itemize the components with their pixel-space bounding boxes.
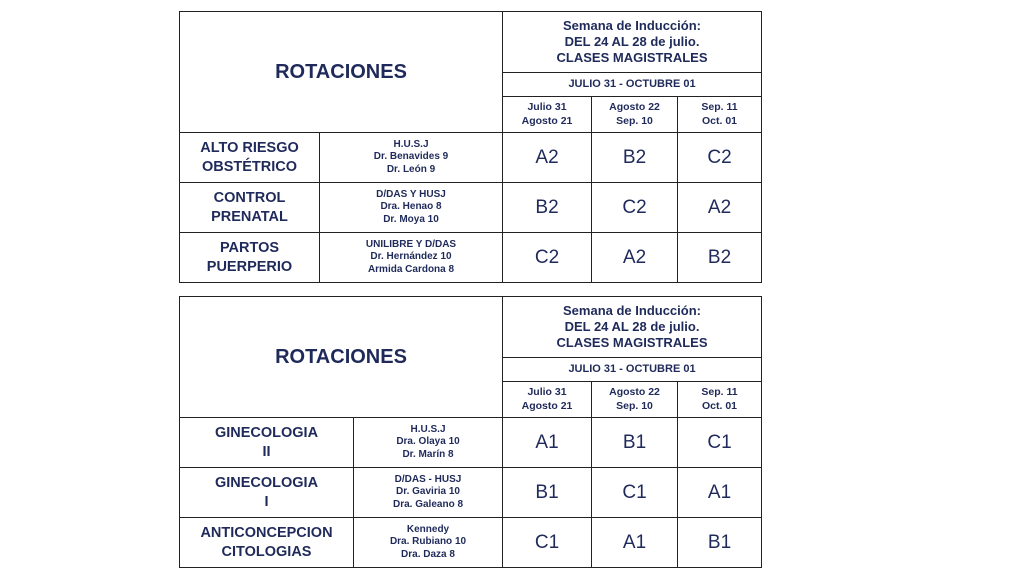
rotation-label-line: I [264,493,269,510]
rotation-label [180,518,354,568]
site-line: H.U.S.J [410,423,446,435]
group-cell: B2 [592,133,678,183]
table-title-cell [180,12,503,133]
site-cell [320,233,503,283]
site-line: Armida Cardona 8 [367,263,455,275]
rotation-label [180,468,354,518]
rotation-label-line: CONTROL [213,190,286,207]
column-header-line: Sep. 10 [616,114,653,127]
site-line: Dra. Daza 8 [401,548,455,560]
rotation-label-line: OBSTÉTRICO [201,158,298,175]
site-line: Dr. Marín 8 [402,448,454,460]
rotation-label-line: PUERPERIO [206,258,293,275]
site-line: H.U.S.J [393,138,429,150]
group-cell: A1 [592,518,678,568]
site-cell [320,183,503,233]
site-cell [354,418,503,468]
rotations-table-2 [179,296,762,568]
column-header-line: Sep. 10 [616,399,653,412]
group-cell: A2 [503,133,592,183]
period-header: JULIO 31 - OCTUBRE 01 [503,358,762,382]
group-cell: C1 [592,468,678,518]
column-header-line: Oct. 01 [702,399,738,412]
rotation-label-line: PARTOS [219,240,280,257]
column-header-line: Sep. 11 [701,101,738,114]
site-line: Dra. Olaya 10 [396,436,460,448]
site-line: Dr. Hernández 10 [370,251,452,263]
induction-week-cell [503,297,762,358]
induction-line: Semana de Inducción: [563,17,701,33]
group-cell: A1 [678,468,762,518]
group-cell: B2 [678,233,762,283]
rotation-label-line: II [262,443,271,460]
group-cell: C2 [592,183,678,233]
rotation-label [180,183,320,233]
column-header-line: Agosto 22 [609,101,660,114]
column-header [503,382,592,418]
induction-line: DEL 24 AL 28 de julio. [564,33,700,49]
group-cell: A1 [503,418,592,468]
site-line: Kennedy [406,523,450,535]
column-header-line: Oct. 01 [702,114,738,127]
group-cell: B1 [503,468,592,518]
rotation-label [180,418,354,468]
column-header [592,97,678,133]
table-title: ROTACIONES [275,60,407,83]
column-header-line: Sep. 11 [701,386,738,399]
table-title-cell [180,297,503,418]
site-cell [354,468,503,518]
rotation-label-line: ALTO RIESGO [200,140,299,157]
site-line: Dr. Benavides 9 [373,151,449,163]
rotation-label-line: GINECOLOGIA [214,425,319,442]
group-cell: A2 [678,183,762,233]
column-header [678,97,762,133]
column-header-line: Julio 31 [527,386,567,399]
table-row [180,418,762,468]
group-cell: C2 [503,233,592,283]
rotation-label-line: PRENATAL [211,208,288,225]
site-line: UNILIBRE Y D/DAS [365,238,457,250]
column-header-line: Agosto 22 [609,386,660,399]
induction-line: DEL 24 AL 28 de julio. [564,318,700,334]
group-cell: A2 [592,233,678,283]
site-line: Dr. Moya 10 [383,213,439,225]
group-cell: B1 [592,418,678,468]
group-cell: B1 [678,518,762,568]
induction-line: Semana de Inducción: [563,302,701,318]
column-header-line: Agosto 21 [521,114,573,127]
site-cell [354,518,503,568]
period-header: JULIO 31 - OCTUBRE 01 [503,73,762,97]
rotation-label [180,233,320,283]
site-line: Dra. Galeano 8 [392,498,464,510]
column-header-line: Agosto 21 [521,399,573,412]
site-line: D/DAS Y HUSJ [376,188,446,200]
rotations-table-1 [179,11,762,283]
rotation-label [180,133,320,183]
induction-week-cell [503,12,762,73]
table-row [180,518,762,568]
column-header [592,382,678,418]
table-row [180,468,762,518]
column-header [678,382,762,418]
table-title: ROTACIONES [275,345,407,368]
site-cell [320,133,503,183]
group-cell: C1 [503,518,592,568]
group-cell: C2 [678,133,762,183]
site-line: Dra. Henao 8 [380,201,442,213]
induction-line: CLASES MAGISTRALES [556,335,708,351]
column-header [503,97,592,133]
table-row [180,183,762,233]
site-line: Dr. Gaviria 10 [396,486,460,498]
rotation-label-line: CITOLOGIAS [221,543,312,560]
table-row [180,233,762,283]
induction-line: CLASES MAGISTRALES [556,50,708,66]
site-line: Dra. Rubiano 10 [389,536,467,548]
site-line: Dr. León 9 [386,163,436,175]
rotation-label-line: ANTICONCEPCION [200,525,333,542]
column-header-line: Julio 31 [527,101,567,114]
site-line: D/DAS - HUSJ [394,473,462,485]
group-cell: B2 [503,183,592,233]
table-row [180,133,762,183]
rotation-label-line: GINECOLOGIA [214,475,319,492]
group-cell: C1 [678,418,762,468]
